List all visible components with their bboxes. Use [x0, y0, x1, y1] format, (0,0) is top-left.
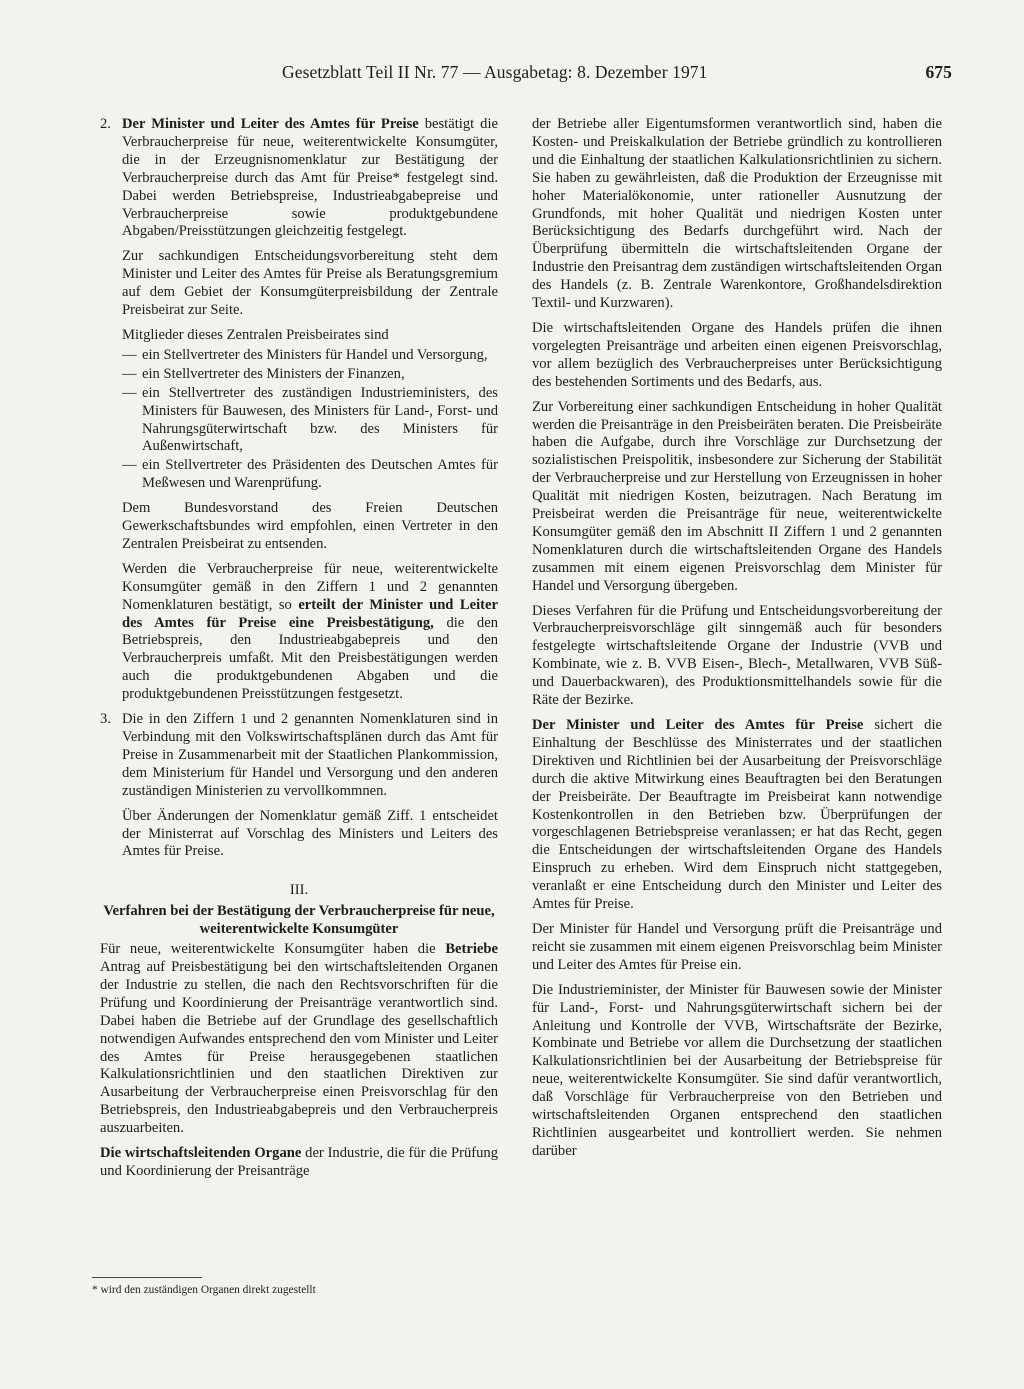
- paragraph: [532, 717, 942, 914]
- footnote: * wird den zuständigen Organen direkt zugestellt: [92, 1284, 316, 1296]
- member-text: ein Stellvertreter des Ministers für Handel und Versorgung,: [142, 346, 488, 363]
- bold-text: Der Minister und Leiter des Amtes für Preise: [532, 717, 864, 733]
- paragraph: [100, 941, 498, 1138]
- dash: —: [122, 384, 137, 401]
- item-2: [100, 116, 498, 711]
- text: die den Betriebspreis, den Industrieabgabepreis und den Verbraucherpreis umfaßt. Mit den Preisbestätigungen werden auch die produktgebundenen Abgaben und die produktgebundenen Preisstützungen festgesetzt.: [122, 614, 499, 703]
- page-header: [282, 62, 952, 86]
- member-text: ein Stellvertreter des zuständigen Industrieministers, des Ministers für Bauwesen, des Ministers für Land-, Forst- und Nahrungsgüterwirtschaft bzw. des Ministers für Außenwirtschaft,: [142, 384, 498, 455]
- footnote-rule: [92, 1277, 202, 1278]
- dash: —: [122, 346, 137, 363]
- dash: —: [122, 457, 137, 474]
- list-item: [122, 457, 498, 493]
- bold-lead: Der Minister und Leiter des Amtes für Preise: [122, 116, 419, 132]
- bold-text: Die wirtschaftsleitenden Organe: [100, 1145, 302, 1162]
- list-item: [122, 366, 498, 384]
- section-heading: Verfahren bei der Bestätigung der Verbraucherpreise für neue, weiterentwickelte Konsumgüter: [103, 903, 495, 938]
- paragraph: [100, 1145, 498, 1181]
- page-number: 675: [925, 62, 952, 82]
- paragraph: Die Industrieminister, der Minister für Bauwesen sowie der Minister für Land-, Forst- und Nahrungsgüterwirtschaft sichern bei der Anleitung und Kontrolle der VVB, Wirtschaftsräte der Bezirke, Kombinate und Betriebe vor allem die Durchsetzung der staatlichen Kalkulationsrichtlinien bei der Ausarbeitung der Betriebspreise für neue, weiterentwickelte Konsumgüter. Sie sind dafür verantwortlich, daß Vorschläge für Verbraucherpreise von den Betrieben und wirtschaftsleitenden Organen entsprechend den staatlichen Richtlinien ausgearbeitet und kontrolliert werden. Sie nehmen darüber: [532, 981, 942, 1159]
- dash: —: [122, 365, 137, 382]
- item-3: [100, 711, 498, 868]
- right-column: [532, 116, 942, 1168]
- paragraph: [122, 561, 498, 704]
- bold-text: Betriebe: [445, 941, 498, 958]
- gazette-title: Gesetzblatt Teil II Nr. 77 — Ausgabetag: 8. Dezember 1971: [282, 62, 708, 82]
- text: sichert die Einhaltung der Beschlüsse des Ministerrates und der staatlichen Direktiven und Richtlinien bei der Ausarbeitung der Preisvorschläge durch die aktive Mitwirkung eines Beauftragten bei den Beratungen der Preisbeiräte. Der Beauftragte im Preisbeirat kann notwendige Kostenkontrollen in den Betrieben bzw. Überprüfungen der vorgeschlagenen Betriebspreise veranlassen; er hat das Recht, gegen die Entscheidungen der wirtschaftsleitenden Organe des Handels Einspruch zu erheben. Wird dem Einspruch nicht stattgegeben, veranlaßt er eine Entscheidung durch den Minister und Leiter des Amtes für Preise.: [532, 717, 942, 913]
- paragraph: [122, 116, 498, 241]
- paragraph: Zur sachkundigen Entscheidungsvorbereitung steht dem Minister und Leiter des Amtes für Preise als Beratungsgremium auf dem Gebiet der Konsumgüterpreisbildung der Zentrale Preisbeirat zur Seite.: [122, 248, 498, 319]
- text: Für neue, weiterentwickelte Konsumgüter haben die: [100, 941, 446, 958]
- left-column: [100, 116, 498, 1188]
- text: der Industrie, die für die Prüfung und Koordinierung der Preisanträge: [100, 1145, 498, 1179]
- list-item: [122, 347, 498, 365]
- paragraph: Die wirtschaftsleitenden Organe des Handels prüfen die ihnen vorgelegten Preisanträge und arbeiten einen eigenen Preisvorschlag, vor allem bezüglich des Verbraucherpreises unter Berücksichtigung des bestehenden Sortiments und des Bedarfs, aus.: [532, 319, 942, 390]
- section-number: III.: [289, 882, 309, 899]
- list-item: [122, 385, 498, 457]
- text: bestätigt die Verbraucherpreise für neue, weiterentwickelte Konsumgüter, die in der Erzeugnisnomenklatur zur Bestätigung der Verbraucherpreise durch das Amt für Preise* festgelegt sind. Dabei werden Betriebspreise, Industrieabgabepreise und Verbraucherpreise sowie produktgebundene Abgaben/Preisstützungen gleichzeitig festgelegt.: [122, 116, 498, 240]
- member-text: ein Stellvertreter des Ministers der Finanzen,: [142, 365, 405, 382]
- text: Antrag auf Preisbestätigung bei den wirtschaftsleitenden Organen der Industrie zu stellen, die nach den Rechtsvorschriften für die Prüfung und Koordinierung der Preisanträge verantwortlich sind. Dabei haben die Betriebe auf der Grundlage des gesellschaftlich notwendigen Aufwandes entsprechend den vom Minister und Leiter des Amtes für Preise herausgegebenen staatlichen Kalkulationsrichtlinien und den staatlichen Direktiven zur Ausarbeitung der Verbraucherpreise einen Preisvorschlag für den Betriebspreis, den Industrieabgabepreis und den Verbraucherpreis auszuarbeiten.: [100, 958, 498, 1137]
- text: Werden die Verbraucherpreise für neue, weiterentwickelte Konsumgüter gemäß in den Ziffern 1 und 2 genannten Nomenklaturen bestätigt, so: [122, 560, 498, 613]
- paragraph: Zur Vorbereitung einer sachkundigen Entscheidung in hoher Qualität werden die Preisanträge in den Preisbeiräten beraten. Die Preisbeiräte haben die Aufgabe, durch ihre Vorschläge zur Durchsetzung der sozialistischen Preispolitik, insbesondere zur Sicherung der Stabilität der Verbraucherpreise und zur Herstellung von Erzeugnissen in hoher Qualität mit niedrigen Kosten, beizutragen. Nach Beratung im Preisbeirat werden die Preisanträge für neue, weiterentwickelte Konsumgüter gemäß den im Abschnitt II Ziffern 1 und 2 genannten Nomenklaturen durch die wirtschaftsleitenden Organe des Handels zusammen mit einem eigenen Preisvorschlag dem Minister für Handel und Versorgung übergeben.: [532, 398, 942, 594]
- paragraph: Die in den Ziffern 1 und 2 genannten Nomenklaturen sind in Verbindung mit den Volkswirtschaftsplänen durch das Amt für Preise in Zusammenarbeit mit der Staatlichen Plankommission, dem Ministerium für Handel und Versorgung und den anderen zuständigen Ministerien zu vervollkommnen.: [122, 711, 498, 799]
- paragraph: Dem Bundesvorstand des Freien Deutschen Gewerkschaftsbundes wird empfohlen, einen Vertreter in den Zentralen Preisbeirat zu entsenden.: [122, 500, 498, 552]
- bold-text: erteilt der Minister und Leiter des Amtes für Preise eine Preisbestätigung,: [122, 596, 498, 631]
- member-text: ein Stellvertreter des Präsidenten des Deutschen Amtes für Meßwesen und Warenprüfung.: [142, 457, 498, 492]
- paragraph: der Betriebe aller Eigentumsformen verantwortlich sind, haben die Kosten- und Preiskalkulation der Betriebe gründlich zu kontrollieren und die Einhaltung der staatlichen Kalkulationsrichtlinien zu sichern. Sie haben zu gewährleisten, daß die Produktion der Erzeugnisse mit hoher Materialökonomie, unter rationeller Ausnutzung der Grundfonds, mit hoher Qualität und niedrigen Kosten unter Berücksichtigung des Bedarfs durchgeführt wird. Nach der Überprüfung übermitteln die wirtschaftsleitenden Organe der Industrie den Preisantrag dem zuständigen wirtschaftsleitenden Organ des Handels (z. B. Zentrale Warenkontore, Großhandelsdirektion Textil- und Kurzwaren).: [532, 116, 942, 312]
- paragraph: Über Änderungen der Nomenklatur gemäß Ziff. 1 entscheidet der Ministerrat auf Vorschlag des Ministers und Leiters des Amtes für Preise.: [122, 807, 498, 860]
- paragraph: Der Minister für Handel und Versorgung prüft die Preisanträge und reicht sie zusammen mit einem eigenen Preisvorschlag beim Minister und Leiter des Amtes für Preise ein.: [532, 920, 942, 973]
- paragraph: Mitglieder dieses Zentralen Preisbeirates sind: [122, 326, 389, 343]
- item-number: 2.: [100, 116, 111, 132]
- item-number: 3.: [100, 711, 111, 728]
- paragraph: Dieses Verfahren für die Prüfung und Entscheidungsvorbereitung der Verbraucherpreisvorschläge gilt sinngemäß auch für besonders festgelegte wirtschaftsleitende Organe der Industrie (VVB und Kombinate, wie z. B. VVB Eisen-, Blech-, Metallwaren, VVB Süß- und Dauerbackwaren), des Produktionsmittelhandels sowie für die Räte der Bezirke.: [532, 602, 942, 709]
